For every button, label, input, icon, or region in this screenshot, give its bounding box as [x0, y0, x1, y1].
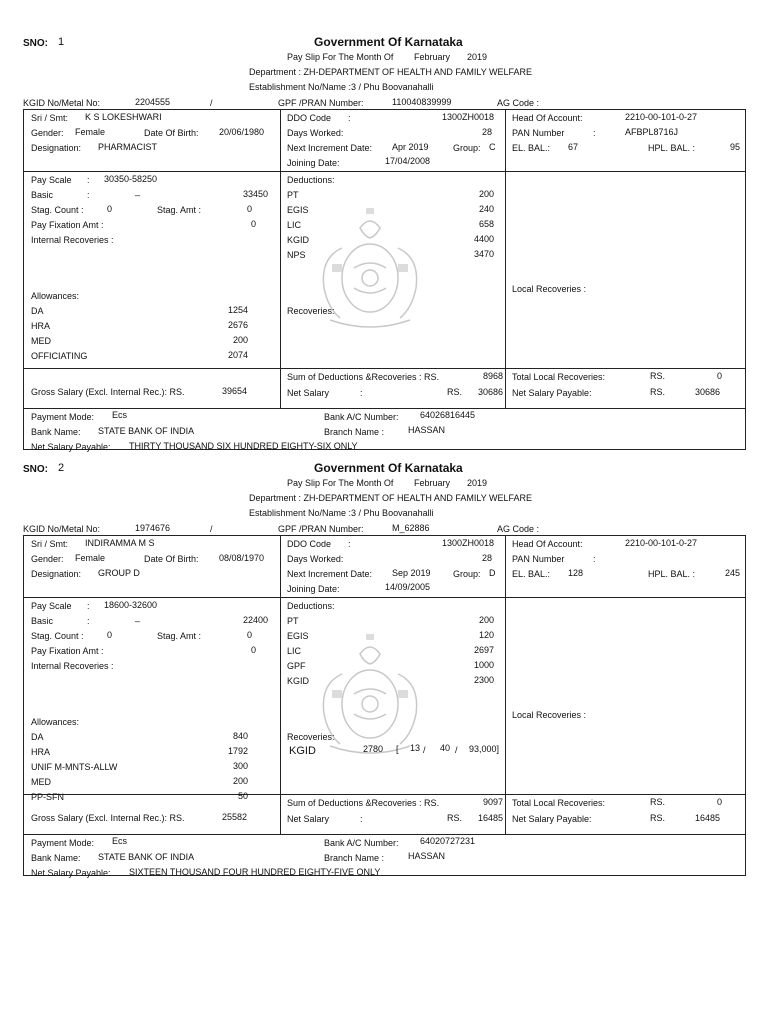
branch-label: Branch Name :: [324, 427, 385, 437]
divider: [280, 535, 281, 835]
internal-recoveries-label: Internal Recoveries :: [31, 235, 114, 245]
employee-name: K S LOKESHWARI: [85, 112, 162, 122]
ddo-label: DDO Code: [287, 539, 332, 549]
recoveries-label: Recoveries:: [287, 306, 335, 316]
allowance-label: MED: [31, 777, 51, 787]
allowance-label: DA: [31, 732, 44, 742]
payslip-year: 2019: [467, 52, 488, 62]
hpl-balance-label: HPL. BAL. :: [648, 569, 696, 579]
deduction-label: EGIS: [287, 205, 309, 215]
payment-mode-label: Payment Mode:: [31, 412, 95, 422]
dob-value: 08/08/1970: [219, 553, 265, 563]
group-value: C: [489, 142, 496, 152]
divider: [505, 535, 506, 835]
branch-value: HASSAN: [408, 425, 446, 435]
allowance-label: MED: [31, 336, 51, 346]
next-increment-label: Next Increment Date:: [287, 143, 373, 153]
next-increment-label: Next Increment Date:: [287, 569, 373, 579]
net-salary-payable-rs: RS.: [650, 387, 666, 397]
divider: [23, 368, 746, 369]
net-words-value: THIRTY THOUSAND SIX HUNDRED EIGHTY-SIX ONLY: [129, 441, 358, 451]
recovery-total-installments: 40: [440, 743, 451, 753]
recovery-amount: 2780: [363, 744, 384, 754]
payslip-label: Pay Slip For The Month Of: [287, 52, 394, 62]
deduction-label: PT: [287, 190, 299, 200]
net-salary-rs: RS.: [447, 813, 463, 823]
sno-label: SNO:: [23, 464, 48, 475]
next-increment-value: Sep 2019: [392, 568, 431, 578]
payslip-month: February: [414, 478, 451, 488]
payslip-month: February: [414, 52, 451, 62]
dob-value: 20/06/1980: [219, 127, 265, 137]
gender-value: Female: [75, 553, 106, 563]
sum-deductions-value: 8968: [482, 371, 503, 381]
pan-colon: :: [593, 554, 596, 564]
deduction-label: KGID: [287, 235, 310, 245]
recovery-bracket: [: [396, 744, 399, 754]
pay-scale-colon: :: [87, 175, 90, 185]
stag-amt-label: Stag. Amt :: [157, 205, 202, 215]
allowance-label: DA: [31, 306, 44, 316]
recoveries-label: Recoveries:: [287, 732, 335, 742]
pay-fixation-label: Pay Fixation Amt :: [31, 220, 104, 230]
kgid-value: 2204555: [135, 97, 171, 107]
gpf-value: M_62886: [392, 523, 430, 533]
sno-value: 2: [58, 462, 65, 474]
local-recoveries-label: Local Recoveries :: [512, 710, 587, 720]
recovery-label: KGID: [289, 745, 316, 757]
divider: [23, 597, 746, 598]
establishment: Establishment No/Name :3 / Phu Boovanahalli: [249, 82, 434, 92]
deduction-value: 4400: [473, 234, 494, 244]
days-label: Days Worked:: [287, 128, 344, 138]
employee-name: INDIRAMMA M S: [85, 538, 155, 548]
allowance-label: HRA: [31, 321, 51, 331]
designation-label: Designation:: [31, 143, 82, 153]
net-salary-value: 30686: [477, 387, 503, 397]
recovery-principal: 93,000]: [469, 744, 500, 754]
net-words-value: SIXTEEN THOUSAND FOUR HUNDRED EIGHTY-FIVE ONLY: [129, 867, 381, 877]
sum-deductions-label: Sum of Deductions &Recoveries : RS.: [287, 372, 440, 382]
kgid-value: 1974676: [135, 523, 171, 533]
net-salary-rs: RS.: [447, 387, 463, 397]
head-of-account-value: 2210-00-101-0-27: [625, 112, 698, 122]
stag-count-label: Stag. Count :: [31, 205, 84, 215]
allowances-label: Allowances:: [31, 291, 80, 301]
deduction-value: 200: [478, 615, 494, 625]
el-balance-label: EL. BAL.:: [512, 143, 551, 153]
payment-mode-label: Payment Mode:: [31, 838, 95, 848]
basic-label: Basic: [31, 190, 54, 200]
pay-scale-colon: :: [87, 601, 90, 611]
gross-salary-label: Gross Salary (Excl. Internal Rec.): RS.: [31, 813, 185, 823]
divider: [23, 171, 746, 172]
dob-label: Date Of Birth:: [144, 128, 199, 138]
net-salary-colon: :: [360, 814, 363, 824]
pan-label: PAN Number: [512, 554, 565, 564]
page-title: Government Of Karnataka: [314, 461, 463, 475]
basic-colon: :: [87, 190, 90, 200]
allowance-value: 200: [232, 335, 248, 345]
bank-name-value: STATE BANK OF INDIA: [98, 426, 195, 436]
deduction-label: PT: [287, 616, 299, 626]
pan-value: AFBPL8716J: [625, 127, 679, 137]
stag-count-label: Stag. Count :: [31, 631, 84, 641]
deduction-value: 240: [478, 204, 494, 214]
next-increment-value: Apr 2019: [392, 142, 429, 152]
ddo-label: DDO Code: [287, 113, 332, 123]
joining-label: Joining Date:: [287, 158, 340, 168]
deduction-value: 2697: [473, 645, 494, 655]
stag-amt-label: Stag. Amt :: [157, 631, 202, 641]
head-of-account-label: Head Of Account:: [512, 113, 583, 123]
basic-value: 22400: [242, 615, 268, 625]
deduction-value: 1000: [473, 660, 494, 670]
stag-amt-value: 0: [246, 204, 252, 214]
el-balance-value: 67: [568, 142, 579, 152]
gpf-value: 110040839999: [392, 97, 452, 107]
allowance-label: OFFICIATING: [31, 351, 88, 361]
recovery-installment: 13: [410, 743, 421, 753]
pan-label: PAN Number: [512, 128, 565, 138]
department: Department : ZH-DEPARTMENT OF HEALTH AND FAMILY WELFARE: [249, 67, 533, 77]
deduction-value: 2300: [473, 675, 494, 685]
net-salary-payable-label: Net Salary Payable:: [512, 814, 592, 824]
gpf-label: GPF /PRAN Number:: [278, 98, 364, 108]
allowance-value: 1254: [227, 305, 248, 315]
hpl-balance-value: 245: [724, 568, 740, 578]
allowance-value: 2676: [227, 320, 248, 330]
pay-fixation-label: Pay Fixation Amt :: [31, 646, 104, 656]
joining-value: 14/09/2005: [385, 582, 431, 592]
stag-amt-value: 0: [246, 630, 252, 640]
local-recoveries-label: Local Recoveries :: [512, 284, 587, 294]
group-label: Group:: [453, 143, 481, 153]
gender-value: Female: [75, 127, 106, 137]
basic-dash: _: [135, 612, 141, 622]
pay-fixation-value: 0: [250, 645, 256, 655]
net-words-label: Net Salary Payable:: [31, 868, 111, 878]
el-balance-label: EL. BAL.:: [512, 569, 551, 579]
deduction-label: EGIS: [287, 631, 309, 641]
establishment: Establishment No/Name :3 / Phu Boovanahalli: [249, 508, 434, 518]
designation-label: Designation:: [31, 569, 82, 579]
deduction-label: LIC: [287, 646, 302, 656]
deductions-label: Deductions:: [287, 601, 335, 611]
bank-ac-label: Bank A/C Number:: [324, 838, 399, 848]
hpl-balance-value: 95: [729, 142, 740, 152]
gender-label: Gender:: [31, 128, 64, 138]
ddo-value: 1300ZH0018: [441, 112, 494, 122]
allowance-label: HRA: [31, 747, 51, 757]
total-local-recoveries-label: Total Local Recoveries:: [512, 372, 606, 382]
allowance-value: 300: [232, 761, 248, 771]
ddo-colon: :: [348, 113, 351, 123]
gross-salary-value: 25582: [222, 812, 248, 822]
net-salary-payable-rs: RS.: [650, 813, 666, 823]
allowance-value: 2074: [227, 350, 248, 360]
designation-value: GROUP D: [98, 568, 140, 578]
group-value: D: [489, 568, 496, 578]
kgid-label: KGID No/Metal No:: [23, 524, 101, 534]
net-salary-payable-label: Net Salary Payable:: [512, 388, 592, 398]
allowance-value: 1792: [227, 746, 248, 756]
stag-count-value: 0: [107, 204, 113, 214]
bank-ac-value: 64026816445: [420, 410, 476, 420]
total-local-recoveries-rs: RS.: [650, 371, 666, 381]
internal-recoveries-label: Internal Recoveries :: [31, 661, 114, 671]
net-salary-value: 16485: [477, 813, 503, 823]
total-local-recoveries-value: 0: [716, 371, 722, 381]
group-label: Group:: [453, 569, 481, 579]
kgid-slash: /: [210, 98, 213, 108]
pay-scale-label: Pay Scale: [31, 601, 72, 611]
divider: [23, 794, 746, 795]
net-salary-label: Net Salary: [287, 814, 330, 824]
kgid-slash: /: [210, 524, 213, 534]
bank-name-value: STATE BANK OF INDIA: [98, 852, 195, 862]
deduction-label: KGID: [287, 676, 310, 686]
pay-fixation-value: 0: [250, 219, 256, 229]
deduction-label: NPS: [287, 250, 306, 260]
designation-value: PHARMACIST: [98, 142, 158, 152]
basic-colon: :: [87, 616, 90, 626]
deduction-value: 120: [478, 630, 494, 640]
ag-code-label: AG Code :: [497, 98, 540, 108]
payment-mode-value: Ecs: [112, 410, 128, 420]
recovery-separator: /: [423, 745, 426, 755]
payslip-label: Pay Slip For The Month Of: [287, 478, 394, 488]
net-salary-payable-value: 30686: [694, 387, 720, 397]
basic-value: 33450: [242, 189, 268, 199]
department: Department : ZH-DEPARTMENT OF HEALTH AND FAMILY WELFARE: [249, 493, 533, 503]
deduction-value: 658: [478, 219, 494, 229]
deduction-value: 3470: [473, 249, 494, 259]
allowance-value: 200: [232, 776, 248, 786]
branch-label: Branch Name :: [324, 853, 385, 863]
kgid-label: KGID No/Metal No:: [23, 98, 101, 108]
bank-ac-value: 64020727231: [420, 836, 476, 846]
allowances-label: Allowances:: [31, 717, 80, 727]
allowance-value: 840: [232, 731, 248, 741]
net-salary-payable-value: 16485: [694, 813, 720, 823]
gpf-label: GPF /PRAN Number:: [278, 524, 364, 534]
deduction-value: 200: [478, 189, 494, 199]
stag-count-value: 0: [107, 630, 113, 640]
ddo-value: 1300ZH0018: [441, 538, 494, 548]
pay-scale-value: 18600-32600: [104, 600, 158, 610]
days-value: 28: [481, 127, 492, 137]
ag-code-label: AG Code :: [497, 524, 540, 534]
recovery-separator: /: [455, 745, 458, 755]
basic-label: Basic: [31, 616, 54, 626]
name-label: Sri / Smt:: [31, 113, 69, 123]
payment-mode-value: Ecs: [112, 836, 128, 846]
name-label: Sri / Smt:: [31, 539, 69, 549]
sum-deductions-value: 9097: [482, 797, 503, 807]
net-salary-label: Net Salary: [287, 388, 330, 398]
divider: [280, 109, 281, 409]
net-words-label: Net Salary Payable:: [31, 442, 111, 452]
pan-colon: :: [593, 128, 596, 138]
total-local-recoveries-label: Total Local Recoveries:: [512, 798, 606, 808]
net-salary-colon: :: [360, 388, 363, 398]
joining-value: 17/04/2008: [385, 156, 431, 166]
hpl-balance-label: HPL. BAL. :: [648, 143, 696, 153]
gross-salary-label: Gross Salary (Excl. Internal Rec.): RS.: [31, 387, 185, 397]
sno-value: 1: [58, 36, 65, 48]
head-of-account-label: Head Of Account:: [512, 539, 583, 549]
allowance-label: UNIF M-MNTS-ALLW: [31, 762, 118, 772]
pay-scale-label: Pay Scale: [31, 175, 72, 185]
deductions-label: Deductions:: [287, 175, 335, 185]
deduction-label: GPF: [287, 661, 306, 671]
sum-deductions-label: Sum of Deductions &Recoveries : RS.: [287, 798, 440, 808]
pay-scale-value: 30350-58250: [104, 174, 158, 184]
allowance-label: PP-SFN: [31, 792, 65, 802]
total-local-recoveries-value: 0: [716, 797, 722, 807]
bank-name-label: Bank Name:: [31, 853, 81, 863]
bank-name-label: Bank Name:: [31, 427, 81, 437]
basic-dash: _: [135, 186, 141, 196]
divider: [505, 109, 506, 409]
sno-label: SNO:: [23, 38, 48, 49]
payslip-year: 2019: [467, 478, 488, 488]
joining-label: Joining Date:: [287, 584, 340, 594]
days-label: Days Worked:: [287, 554, 344, 564]
branch-value: HASSAN: [408, 851, 446, 861]
deduction-label: LIC: [287, 220, 302, 230]
head-of-account-value: 2210-00-101-0-27: [625, 538, 698, 548]
page-title: Government Of Karnataka: [314, 35, 463, 49]
dob-label: Date Of Birth:: [144, 554, 199, 564]
bank-ac-label: Bank A/C Number:: [324, 412, 399, 422]
gender-label: Gender:: [31, 554, 64, 564]
total-local-recoveries-rs: RS.: [650, 797, 666, 807]
el-balance-value: 128: [568, 568, 584, 578]
gross-salary-value: 39654: [222, 386, 248, 396]
ddo-colon: :: [348, 539, 351, 549]
days-value: 28: [481, 553, 492, 563]
allowance-value: 50: [237, 791, 248, 801]
